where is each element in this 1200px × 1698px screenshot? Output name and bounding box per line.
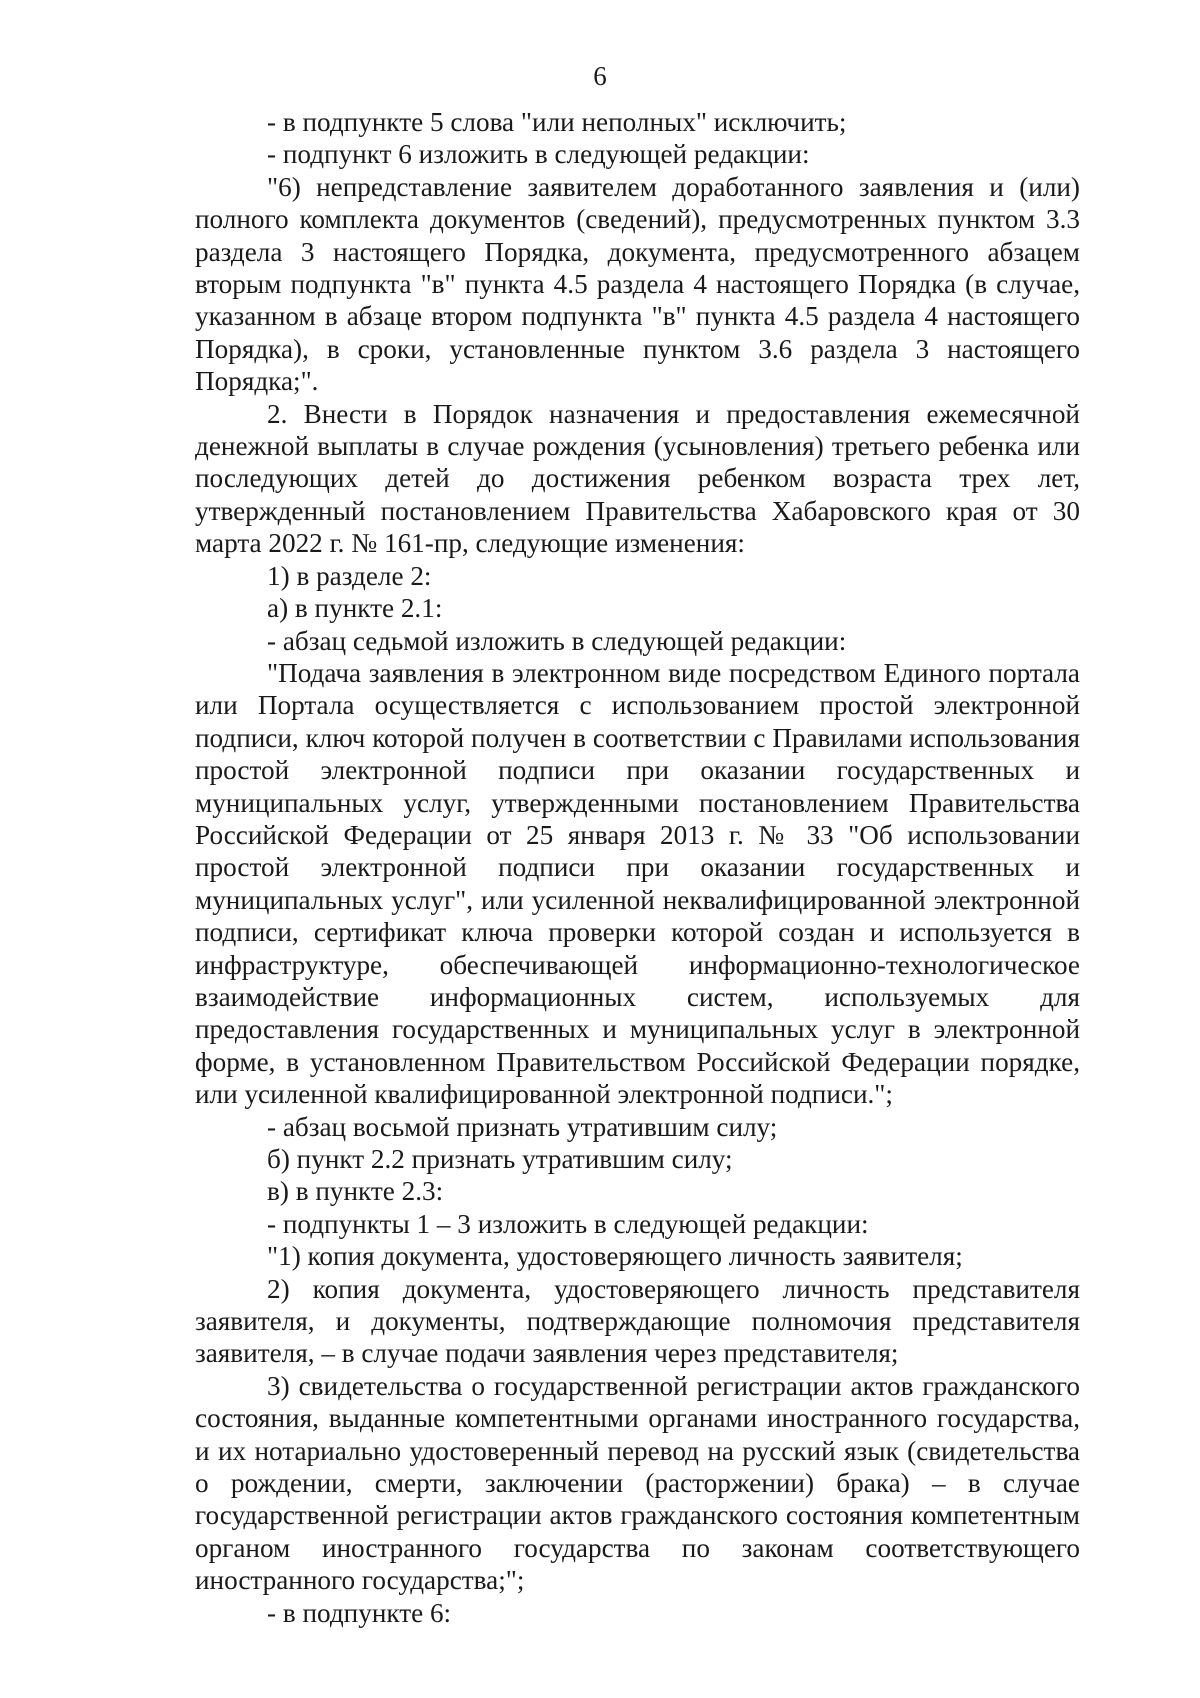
paragraph-1: - в подпункте 5 слова "или неполных" исключить; [267,107,847,137]
paragraph-9: - абзац восьмой признать утратившим силу; [267,1111,778,1142]
paragraph-13: "1) копия документа, удостоверяющего личность заявителя; [267,1241,963,1272]
paragraph-12: - подпункты 1 – 3 изложить в следующей редакции: [267,1208,869,1239]
document-body [195,106,1080,1629]
page-number: 6 [593,61,607,91]
paragraph-10: б) пункт 2.2 признать утратившим силу; [267,1144,733,1174]
paragraph-5: 1) в разделе 2: [267,560,432,591]
paragraph-4: 2. Внести в Порядок назначения и предоставления ежемесячной денежной выплаты в случае рождения (усыновления) третьего ребенка или последующих детей до достижения ребенком возраста трех лет, утвержденный постановлением Правительства Хабаровского края от 30 марта 2022 г. № 161-пр, следующие изменения: [195,398,1080,559]
paragraph-6: а) в пункте 2.1: [267,593,443,624]
paragraph-11: в) в пункте 2.3: [267,1176,444,1207]
paragraph-7: - абзац седьмой изложить в следующей редакции: [267,625,847,656]
paragraph-15: 3) свидетельства о государственной регистрации актов гражданского состояния, выданные компетентными органами иностранного государства, и их нотариально удостоверенный перевод на русский язык (свидетельства о рождении, смерти, заключении (расторжении) брака) – в случае государственной регистрации актов гражданского состояния компетентным органом иностранного государства по законам соответствующего иностранного государства;"; [195,1370,1080,1596]
paragraph-3: "6) непредставление заявителем доработанного заявления и (или) полного комплекта документов (сведений), предусмотренных пунктом 3.3 раздела 3 настоящего Порядка, документа, предусмотренного абзацем вторым подпункта "в" пункта 4.5 раздела 4 настоящего Порядка (в случае, указанном в абзаце втором подпункта "в" пункта 4.5 раздела 4 настоящего Порядка), в сроки, установленные пунктом 3.6 раздела 3 настоящего Порядка;". [195,171,1080,397]
paragraph-8: "Подача заявления в электронном виде посредством Единого портала или Портала осуществляется с использованием простой электронной подписи, ключ которой получен в соответствии с Правилами использования простой электронной подписи при оказании государственных и муниципальных услуг, утвержденными постановлением Правительства Российской Федерации от 25 января 2013 г. № 33 "Об использовании простой электронной подписи при оказании государственных и муниципальных услуг", или усиленной неквалифицированной электронной подписи, сертификат ключа проверки которой создан и используется в инфраструктуре, обеспечивающей информационно-технологическое взаимодействие информационных систем, используемых для предоставления государственных и муниципальных услуг в электронной форме, в установленном Правительством Российской Федерации порядке, или усиленной квалифицированной электронной подписи."; [195,657,1080,1110]
paragraph-16: - в подпункте 6: [267,1597,452,1628]
paragraph-14: 2) копия документа, удостоверяющего личность представителя заявителя, и документы, подтверждающие полномочия представителя заявителя, – в случае подачи заявления через представителя; [195,1273,1080,1369]
paragraph-2: - подпункт 6 изложить в следующей редакции: [267,139,810,170]
